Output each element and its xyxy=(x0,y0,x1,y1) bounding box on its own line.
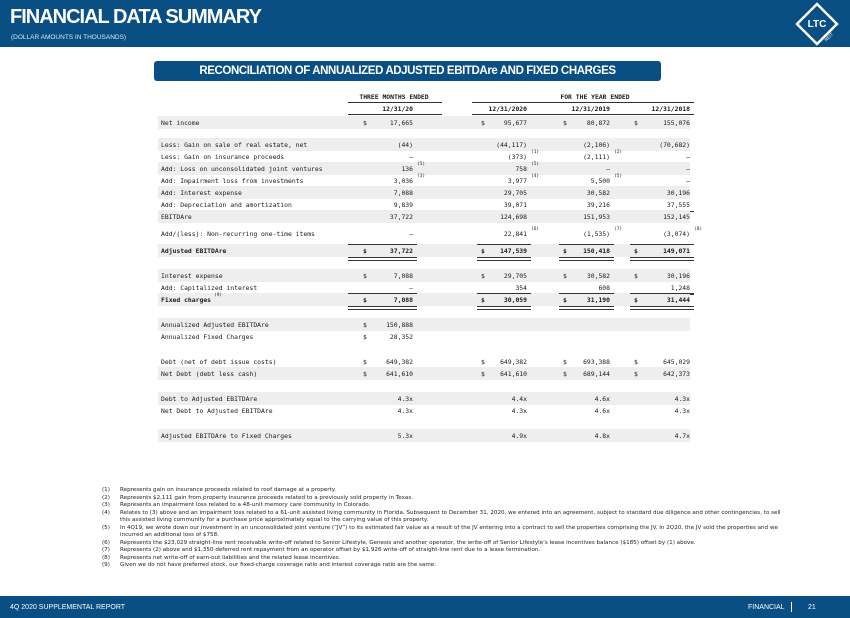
row-label: Add: Depreciation and amortization xyxy=(161,201,292,209)
table-cell: (2,111) xyxy=(583,153,610,161)
page-footer xyxy=(0,596,850,618)
table-cell: 30,196 xyxy=(666,189,690,197)
table-row xyxy=(158,116,690,129)
footnote-ref: (1) xyxy=(531,150,540,155)
table-cell: 37,722 xyxy=(389,247,413,255)
table-cell: 4.3x xyxy=(674,395,690,403)
footnotes-list xyxy=(102,487,782,570)
section-title-bar xyxy=(154,61,661,81)
table-cell: 37,722 xyxy=(389,213,413,221)
footnote-text: Represents gain on insurance proceeds related to roof damage at a property. xyxy=(120,487,336,493)
table-cell: 80,872 xyxy=(586,119,610,127)
table-cell: (44,117) xyxy=(496,141,527,149)
footnote-item xyxy=(102,495,782,503)
footnote-item xyxy=(102,540,782,548)
dollar-sign: $ xyxy=(481,247,485,255)
table-cell: (1,535) xyxy=(583,230,610,238)
total-overline xyxy=(559,293,614,294)
row-label: Debt to Adjusted EBITDAre xyxy=(161,395,258,403)
total-overline xyxy=(477,293,531,294)
table-cell: 4.3x xyxy=(674,407,690,415)
footnote-number: (8) xyxy=(102,554,110,561)
group-header-underline xyxy=(348,102,442,103)
table-cell: 4.6x xyxy=(594,395,610,403)
footnote-ref: (7) xyxy=(614,227,623,232)
table-cell: 39,216 xyxy=(586,201,610,209)
table-cell: 30,582 xyxy=(586,272,610,280)
row-label: Debt (net of debt issue costs) xyxy=(161,358,277,366)
footnote-text: Represents $2,111 gain from property insurance proceeds related to a previously sold property in Texas. xyxy=(120,494,414,501)
table-cell: 693,388 xyxy=(583,358,610,366)
dollar-sign: $ xyxy=(563,296,567,304)
table-cell: 608 xyxy=(598,284,610,292)
footnote-ref: (5) xyxy=(614,174,623,179)
footer-section-name: FINANCIAL xyxy=(748,604,785,611)
dollar-sign: $ xyxy=(363,296,367,304)
table-cell: 7,088 xyxy=(393,296,413,304)
total-double-underline xyxy=(630,306,694,310)
row-label: Add: Loss on unconsolidated joint ventures xyxy=(161,165,323,173)
table-cell: 4.7x xyxy=(674,432,690,440)
table-cell: 4.3x xyxy=(397,395,413,403)
row-label: Less: Gain on sale of real estate, net xyxy=(161,141,308,149)
group-header-three-months: THREE MONTHS ENDED xyxy=(359,93,429,101)
footnote-text: In 4Q19, we wrote down our investment in an unconsolidated joint venture (“JV”) to its estimated fair value as a result of the JV entering into a contract to sell the properties comprising the JV. In 2Q20, the JV sold the properties and we incurred an additional loss of $758. xyxy=(120,524,778,538)
dollar-sign: $ xyxy=(481,358,485,366)
total-double-underline xyxy=(630,257,694,261)
table-cell: — xyxy=(606,165,610,173)
footnote-text: Represents (2) above and $1,350 deferred rent repayment from an operator offset by $1,926 write-off of straight-line rent due to a lease termination. xyxy=(120,547,541,553)
footnote-ref: (8) xyxy=(694,227,703,232)
table-cell: 29,705 xyxy=(503,272,527,280)
footnote-ref: (2) xyxy=(614,150,623,155)
row-label: Interest expense xyxy=(161,272,223,280)
table-cell: 9,839 xyxy=(393,201,413,209)
table-cell: (2,106) xyxy=(583,141,610,149)
footnote-ref: (5) xyxy=(417,162,426,167)
table-row xyxy=(158,330,690,343)
section-title: RECONCILIATION OF ANNUALIZED ADJUSTED EBITDAre AND FIXED CHARGES xyxy=(199,65,616,77)
footnote-item xyxy=(102,487,782,495)
footnote-number: (3) xyxy=(102,502,110,508)
page-title: FINANCIAL DATA SUMMARY xyxy=(10,6,261,28)
footnote-ref: (4) xyxy=(531,174,540,179)
total-overline xyxy=(630,293,694,294)
table-cell: 147,539 xyxy=(500,247,527,255)
table-cell: 4.6x xyxy=(594,407,610,415)
footnote-number: (4) xyxy=(102,509,110,516)
footnote-text: Relates to (3) above and an impairment loss related to a 61-unit assisted living community in Florida. Subsequent to December 31, 2020, we entered into an agreement, subject to standard due diligence and other contingencies, to sell this assisted living community for a purchase price approximately equal to the carrying value of this property. xyxy=(120,509,781,523)
dollar-sign: $ xyxy=(481,272,485,280)
total-overline xyxy=(348,244,417,245)
row-label: Add: Impairment loss from investments xyxy=(161,177,304,185)
dollar-sign: $ xyxy=(634,358,638,366)
footnote-item xyxy=(102,525,782,540)
table-cell: (373) xyxy=(507,153,527,161)
table-cell: 354 xyxy=(515,284,527,292)
total-overline xyxy=(348,293,417,294)
table-cell: 155,076 xyxy=(663,119,690,127)
table-cell: 4.4x xyxy=(511,395,527,403)
table-cell: 5.3x xyxy=(397,432,413,440)
table-cell: 124,698 xyxy=(500,213,527,221)
dollar-sign: $ xyxy=(563,119,567,127)
table-row xyxy=(158,244,690,257)
footnote-number: (1) xyxy=(102,487,110,493)
table-cell: 3,036 xyxy=(393,177,413,185)
footnote-number: (6) xyxy=(102,539,110,546)
dollar-sign: $ xyxy=(481,370,485,378)
table-cell: 150,888 xyxy=(386,321,413,329)
total-double-underline xyxy=(559,257,614,261)
row-label: Adjusted EBITDAre xyxy=(161,247,227,255)
page-subtitle: (DOLLAR AMOUNTS IN THOUSANDS) xyxy=(11,34,127,41)
table-cell: 30,059 xyxy=(503,296,527,304)
table-cell: 4.3x xyxy=(397,407,413,415)
footnote-ref: (9) xyxy=(214,293,223,298)
table-cell: 31,190 xyxy=(586,296,610,304)
table-cell: (3,074) xyxy=(663,230,690,238)
total-overline xyxy=(477,244,531,245)
dollar-sign: $ xyxy=(634,370,638,378)
table-cell: 642,373 xyxy=(663,370,690,378)
footnote-item xyxy=(102,555,782,563)
table-cell: 149,071 xyxy=(663,247,690,255)
table-cell: — xyxy=(409,153,413,161)
table-cell: — xyxy=(686,177,690,185)
table-row xyxy=(158,367,690,380)
dollar-sign: $ xyxy=(363,333,367,341)
table-cell: 649,382 xyxy=(500,358,527,366)
table-cell: — xyxy=(409,284,413,292)
table-row xyxy=(158,227,703,240)
row-label: Add/(less): Non-recurring one-time items xyxy=(161,230,315,238)
dollar-sign: $ xyxy=(363,358,367,366)
row-label: EBITDAre xyxy=(161,213,192,221)
dollar-sign: $ xyxy=(634,296,638,304)
table-cell: 17,665 xyxy=(389,119,413,127)
row-label: Less: Gain on insurance proceeds xyxy=(161,153,285,161)
group-header-underline xyxy=(472,102,694,103)
table-cell: 7,088 xyxy=(393,272,413,280)
table-cell: (70,682) xyxy=(659,141,690,149)
table-cell: 150,418 xyxy=(583,247,610,255)
ltc-reit-logo xyxy=(795,2,839,46)
row-label: Fixed charges xyxy=(161,296,212,304)
table-cell: 4.3x xyxy=(511,407,527,415)
table-cell: 136 xyxy=(401,165,413,173)
dollar-sign: $ xyxy=(563,272,567,280)
footer-report-name: 4Q 2020 SUPPLEMENTAL REPORT xyxy=(10,604,126,611)
table-cell: 689,144 xyxy=(583,370,610,378)
table-cell: 645,029 xyxy=(663,358,690,366)
table-cell: 641,610 xyxy=(500,370,527,378)
dollar-sign: $ xyxy=(363,119,367,127)
reconciliation-table xyxy=(158,93,703,477)
table-cell: — xyxy=(409,230,413,238)
page-header xyxy=(0,0,850,47)
column-header-underline xyxy=(348,114,442,115)
row-label: Annualized Fixed Charges xyxy=(161,333,254,341)
logo-text: LTC xyxy=(807,19,827,30)
column-header: 12/31/2018 xyxy=(651,105,690,113)
dollar-sign: $ xyxy=(563,247,567,255)
dollar-sign: $ xyxy=(481,296,485,304)
dollar-sign: $ xyxy=(363,321,367,329)
row-label: Annualized Adjusted EBITDAre xyxy=(161,321,269,329)
dollar-sign: $ xyxy=(634,119,638,127)
table-cell: 4.8x xyxy=(594,432,610,440)
table-row xyxy=(158,293,690,306)
total-double-underline xyxy=(348,257,417,261)
column-header-underline xyxy=(472,114,694,115)
dollar-sign: $ xyxy=(634,272,638,280)
total-double-underline xyxy=(477,306,531,310)
dollar-sign: $ xyxy=(563,370,567,378)
footnote-text: Represents net write-off of earn-out liabilities and the related lease incentives. xyxy=(120,554,341,561)
page-number: 21 xyxy=(808,604,816,611)
table-cell: — xyxy=(686,165,690,173)
table-cell: 758 xyxy=(515,165,527,173)
row-label: Adjusted EBITDAre to Fixed Charges xyxy=(161,432,292,440)
table-cell: 29,705 xyxy=(503,189,527,197)
row-label: Add: Capitalized interest xyxy=(161,284,258,292)
table-cell: 4.9x xyxy=(511,432,527,440)
table-cell: 37,555 xyxy=(666,201,690,209)
footnote-ref: (5) xyxy=(531,162,540,167)
footer-separator xyxy=(791,602,792,612)
dollar-sign: $ xyxy=(363,272,367,280)
table-cell: 31,444 xyxy=(666,296,690,304)
table-cell: 641,610 xyxy=(386,370,413,378)
dollar-sign: $ xyxy=(363,247,367,255)
footnote-number: (5) xyxy=(102,524,110,531)
column-header: 12/31/2019 xyxy=(571,105,610,113)
footnote-text: Represents the $23,029 straight-line rent receivable write-off related to Senior Lifestyle, Genesis and another operator, the write-off of Senior Lifestyle’s lease incentives balance ($185) offset by (1) above. xyxy=(120,539,696,546)
row-label: Net income xyxy=(161,119,200,127)
column-header: 12/31/2020 xyxy=(488,105,527,113)
table-cell: 151,953 xyxy=(583,213,610,221)
total-double-underline xyxy=(477,257,531,261)
table-cell: 39,071 xyxy=(503,201,527,209)
table-cell: 30,196 xyxy=(666,272,690,280)
footnote-item xyxy=(102,562,782,570)
footnote-number: (2) xyxy=(102,494,110,501)
table-cell: 3,977 xyxy=(507,177,527,185)
row-label: Net Debt to Adjusted EBITDAre xyxy=(161,407,273,415)
table-cell: (44) xyxy=(397,141,413,149)
table-row xyxy=(158,404,690,417)
footnote-item xyxy=(102,502,782,510)
total-double-underline xyxy=(559,306,614,310)
table-row xyxy=(158,429,690,442)
footnote-number: (9) xyxy=(102,562,110,568)
dollar-sign: $ xyxy=(481,119,485,127)
table-cell: 28,352 xyxy=(389,333,413,341)
table-cell: 7,088 xyxy=(393,189,413,197)
footnote-ref: (6) xyxy=(531,227,540,232)
row-label: Net Debt (debt less cash) xyxy=(161,370,258,378)
table-cell: 30,582 xyxy=(586,189,610,197)
dollar-sign: $ xyxy=(563,358,567,366)
table-cell: — xyxy=(686,153,690,161)
row-label: Add: Interest expense xyxy=(161,189,242,197)
table-cell: 5,500 xyxy=(590,177,610,185)
group-header-year-ended: FOR THE YEAR ENDED xyxy=(560,93,630,101)
table-cell: 22,841 xyxy=(503,230,527,238)
dollar-sign: $ xyxy=(363,370,367,378)
dollar-sign: $ xyxy=(634,247,638,255)
total-overline xyxy=(559,244,614,245)
total-overline xyxy=(630,244,694,245)
table-cell: 649,382 xyxy=(386,358,413,366)
table-cell: 152,145 xyxy=(663,213,690,221)
table-cell: 1,248 xyxy=(670,284,690,292)
footnote-ref: (3) xyxy=(417,174,426,179)
total-double-underline xyxy=(348,306,417,310)
footnote-item xyxy=(102,547,782,555)
footnote-item xyxy=(102,510,782,525)
table-row xyxy=(158,210,690,223)
footnote-text: Given we do not have preferred stock, our fixed-charge coverage ratio and interest coverage ratio are the same. xyxy=(120,562,436,568)
footnote-number: (7) xyxy=(102,547,110,553)
footnote-text: Represents an impairment loss related to a 48-unit memory care community in Colorado. xyxy=(120,502,371,508)
table-cell: 95,677 xyxy=(503,119,527,127)
column-header: 12/31/20 xyxy=(382,105,413,113)
logo-subtext: REIT xyxy=(823,31,835,43)
